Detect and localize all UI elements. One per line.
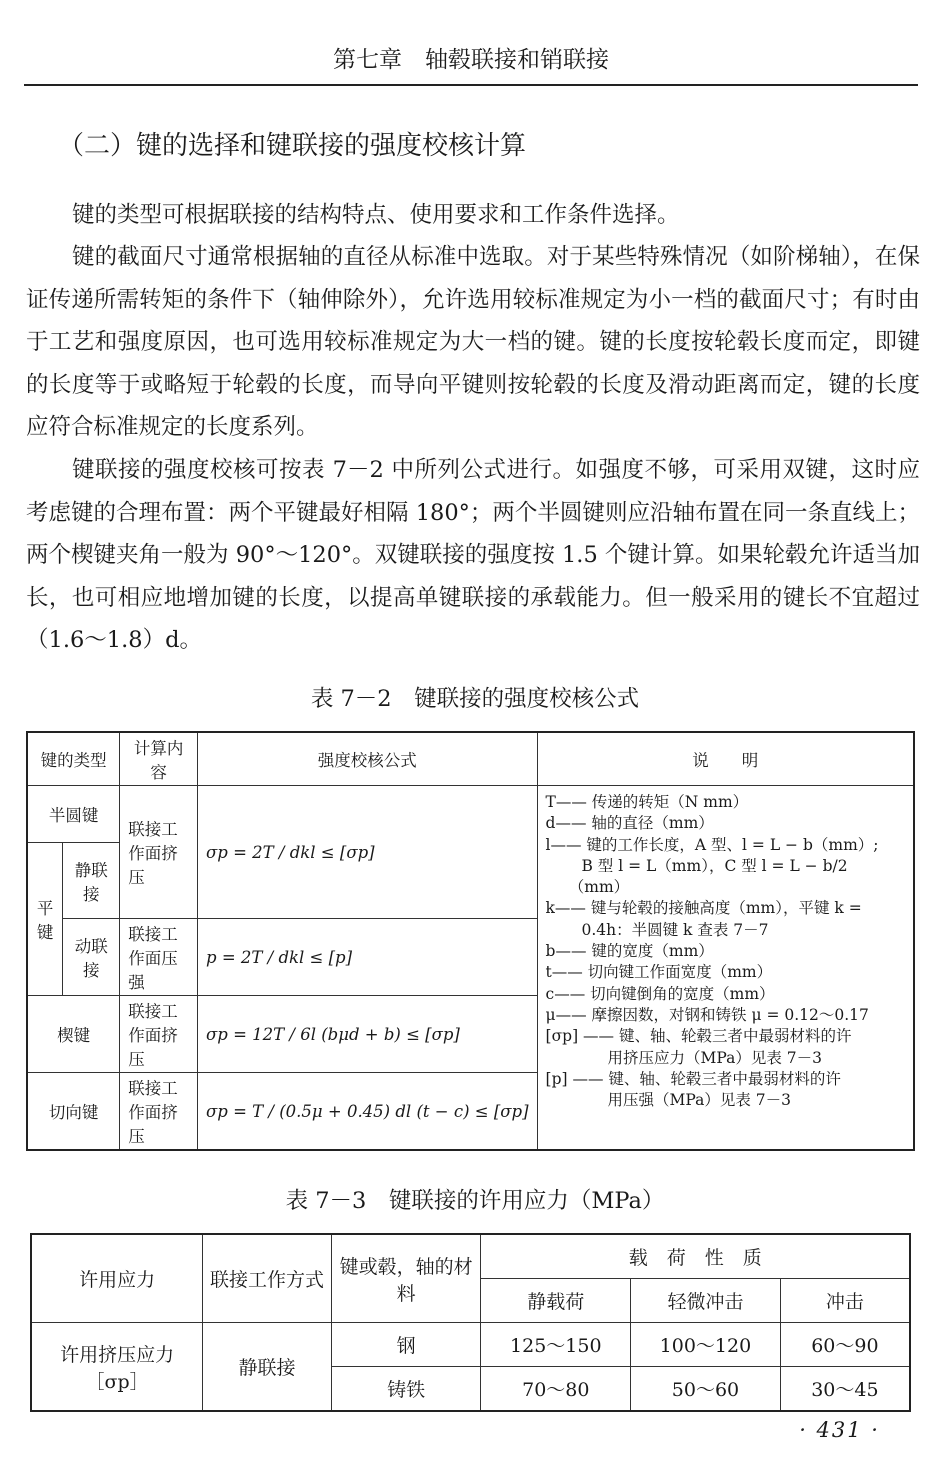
table-header-row: [31, 1234, 910, 1279]
note-line: μ—— 摩擦因数，对钢和铸铁 μ = 0.12～0.17: [545, 1005, 869, 1024]
header-stress: 许用应力: [31, 1234, 203, 1323]
note-line: T—— 传递的转矩（N mm）: [545, 793, 749, 811]
stress-name-cell: 许用挤压应力［σp］: [31, 1323, 203, 1412]
key-type-cell: 静联接: [63, 843, 120, 919]
calc-cell: 联接工作面挤压: [120, 1073, 198, 1151]
note-line: d—— 轴的直径（mm）: [545, 814, 714, 833]
calc-cell: 联接工作面挤压: [120, 996, 198, 1073]
material-cell: 铸铁: [331, 1367, 481, 1412]
table1-caption: 表 7－2 键联接的强度校核公式: [310, 686, 640, 712]
material-cell: 钢: [331, 1323, 481, 1367]
value-cell: 125～150: [481, 1323, 631, 1367]
key-type-cell: 半圆键: [27, 786, 120, 843]
header-mode: 联接工作方式: [203, 1234, 332, 1323]
header-load-light: 轻微冲击: [631, 1279, 781, 1323]
section-title: （二）键的选择和键联接的强度校核计算: [58, 131, 527, 161]
note-line: t—— 切向键工作面宽度（mm）: [545, 963, 773, 982]
table-header-row: [27, 732, 914, 786]
formula-cell: p = 2T / dkl ≤ [p]: [198, 919, 538, 996]
notes-cell: [537, 786, 914, 1151]
value-cell: 50～60: [631, 1367, 781, 1412]
value-cell: 60～90: [780, 1323, 910, 1367]
value-cell: 100～120: [631, 1323, 781, 1367]
formula-cell: σp = 2T / dkl ≤ [σp]: [198, 786, 538, 919]
running-header: 第七章 轴毂联接和销联接: [24, 38, 918, 86]
page-number: · 431 ·: [799, 1418, 880, 1442]
mode-cell: 静联接: [203, 1323, 332, 1412]
note-line: [σp] —— 键、轴、轮毂三者中最弱材料的许: [545, 1027, 852, 1046]
header-load: 载 荷 性 质: [481, 1234, 910, 1279]
note-line: k—— 键与轮毂的接触高度（mm），平键 k =: [545, 899, 862, 918]
table2-caption: 表 7－3 键联接的许用应力（MPa）: [285, 1188, 665, 1214]
table-row: [27, 786, 914, 843]
note-line: 用压强（MPa）见表 7－3: [545, 1091, 792, 1110]
header-formula: 强度校核公式: [198, 732, 538, 786]
note-line: （mm）: [545, 878, 630, 897]
note-line: l—— 键的工作长度，A 型、l = L − b（mm）;: [545, 835, 879, 854]
calc-cell: 联接工作面挤压: [120, 786, 198, 919]
allowable-stress-table: [30, 1233, 911, 1412]
note-line: c—— 切向键倒角的宽度（mm）: [545, 984, 775, 1003]
header-calc: 计算内容: [120, 732, 198, 786]
paragraph-1: 键的类型可根据联接的结构特点、使用要求和工作条件选择。: [72, 202, 680, 228]
paragraph-2: 键的截面尺寸通常根据轴的直径从标准中选取。对于某些特殊情况（如阶梯轴），在保证传递所需转矩的条件下（轴伸除外），允许选用较标准规定为小一档的截面尺寸；有时由于工艺和强度原因，也可选用较标准规定为大一档的键。键的长度按轮毂长度而定，即键的长度等于或略短于轮毂的长度，而导向平键则按轮毂的长度及滑动距离而定，键的长度应符合标准规定的长度系列。: [26, 244, 920, 441]
note-line: b—— 键的宽度（mm）: [545, 942, 714, 961]
header-key-type: 键的类型: [27, 732, 120, 786]
calc-cell: 联接工作面压强: [120, 919, 198, 996]
paragraph-3: 键联接的强度校核可按表 7－2 中所列公式进行。如强度不够，可采用双键，这时应考虑键的合理布置：两个平键最好相隔 180°；两个半圆键则应沿轴布置在同一条直线上；两个楔键夹角一般为 90°～120°。双键联接的强度按 1.5 个键计算。如果轮毂允许适当加长，也可相应地增加键的长度，以提高单键联接的承载能力。但一般采用的键长不宜超过（1.6～1.8）d。: [26, 457, 920, 654]
key-type-cell: 动联接: [63, 919, 120, 996]
note-line: 用挤压应力（MPa）见表 7－3: [545, 1048, 823, 1067]
note-line: [p] —— 键、轴、轮毂三者中最弱材料的许: [545, 1069, 841, 1088]
key-type-cell: 切向键: [27, 1073, 120, 1151]
formula-cell: σp = T / (0.5μ + 0.45) dl (t − c) ≤ [σp]: [198, 1073, 538, 1151]
header-notes: 说 明: [537, 732, 914, 786]
value-cell: 30～45: [780, 1367, 910, 1412]
flat-key-group-cell: 平键: [27, 843, 63, 996]
formula-cell: σp = 12T / 6l (bμd + b) ≤ [σp]: [198, 996, 538, 1073]
header-load-impact: 冲击: [780, 1279, 910, 1323]
table-row: [31, 1323, 910, 1367]
header-load-static: 静载荷: [481, 1279, 631, 1323]
header-material: 键或毂，轴的材料: [331, 1234, 481, 1323]
key-type-cell: 楔键: [27, 996, 120, 1073]
strength-formula-table: [26, 731, 915, 1151]
note-line: B 型 l = L（mm），C 型 l = L − b/2: [545, 856, 848, 875]
note-line: 0.4h：半圆键 k 查表 7－7: [545, 920, 769, 939]
value-cell: 70～80: [481, 1367, 631, 1412]
